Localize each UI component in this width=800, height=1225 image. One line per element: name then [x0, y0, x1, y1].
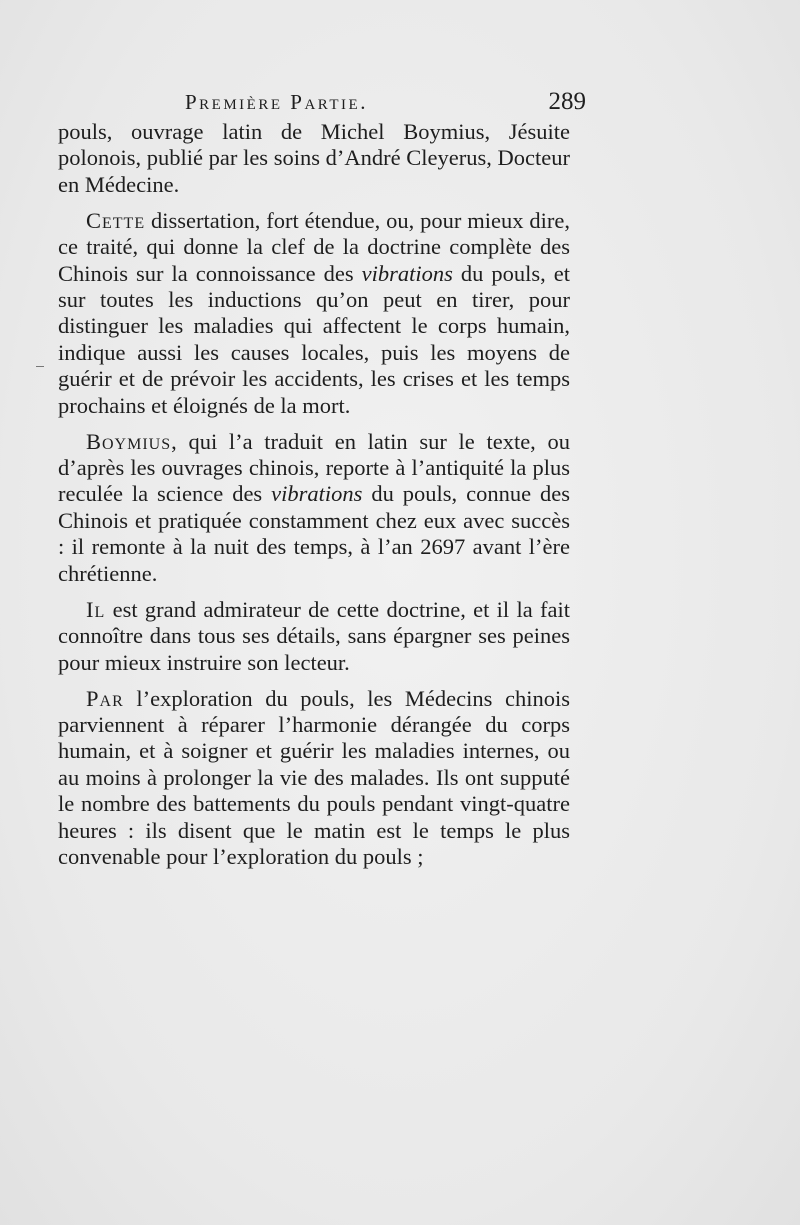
- paragraph: [58, 429, 570, 587]
- paragraph-text: dissertation, fort étendue, ou, pour mieux dire, ce traité, qui donne la clef de la doctrine complète des Chinois sur la connoissance des: [58, 207, 570, 286]
- body-text: [58, 119, 570, 870]
- paragraph: [58, 597, 570, 676]
- paragraph: [58, 686, 570, 871]
- running-head: Première Partie.: [185, 90, 368, 114]
- italic-term: vibrations: [361, 260, 453, 286]
- page-number: 289: [548, 88, 586, 115]
- paragraph-text: du pouls, connue des Chinois et pratiquée constamment chez eux avec succès : il remonte à la nuit des temps, à l’an 2697 avant l’ère chrétienne.: [58, 481, 570, 586]
- paragraph-text: pouls, ouvrage latin de Michel Boymius, Jésuite polonois, publié par les soins d’André Cleyerus, Docteur en Médecine.: [58, 119, 570, 197]
- paragraph-lead: Par: [86, 685, 124, 711]
- paragraph-lead: Cette: [86, 207, 146, 233]
- paragraph: [58, 119, 570, 198]
- paragraph-text: l’exploration du pouls, les Médecins chinois parviennent à réparer l’harmonie dérangée du corps humain, et à soigner et guérir les maladies internes, ou au moins à prolonger la vie des malades. Ils ont supputé le nombre des battements du pouls pendant vingt-quatre heures : ils disent que le matin est le temps le plus convenable pour l’exploration du pouls ;: [58, 685, 570, 869]
- paragraph-lead: Boymius: [86, 428, 172, 454]
- paragraph: [58, 208, 570, 419]
- paragraph-text: , qui l’a traduit en latin sur le texte, ou d’après les ouvrages chinois, reporte à l’antiquité la plus reculée la science des: [58, 428, 570, 507]
- paragraph-lead: Il: [86, 596, 106, 622]
- paragraph-text: est grand admirateur de cette doctrine, et il la fait connoître dans tous ses détails, sans épargner ses peines pour mieux instruire son lecteur.: [58, 596, 570, 675]
- margin-mark: [36, 366, 44, 367]
- paragraph-text: du pouls, et sur toutes les inductions qu’on peut en tirer, pour distinguer les maladies qui affectent le corps humain, indique aussi les causes locales, puis les moyens de guérir et de prévoir les accidents, les crises et les temps prochains et éloignés de la mort.: [58, 260, 570, 418]
- page-header: [58, 88, 586, 120]
- italic-term: vibrations: [271, 481, 363, 507]
